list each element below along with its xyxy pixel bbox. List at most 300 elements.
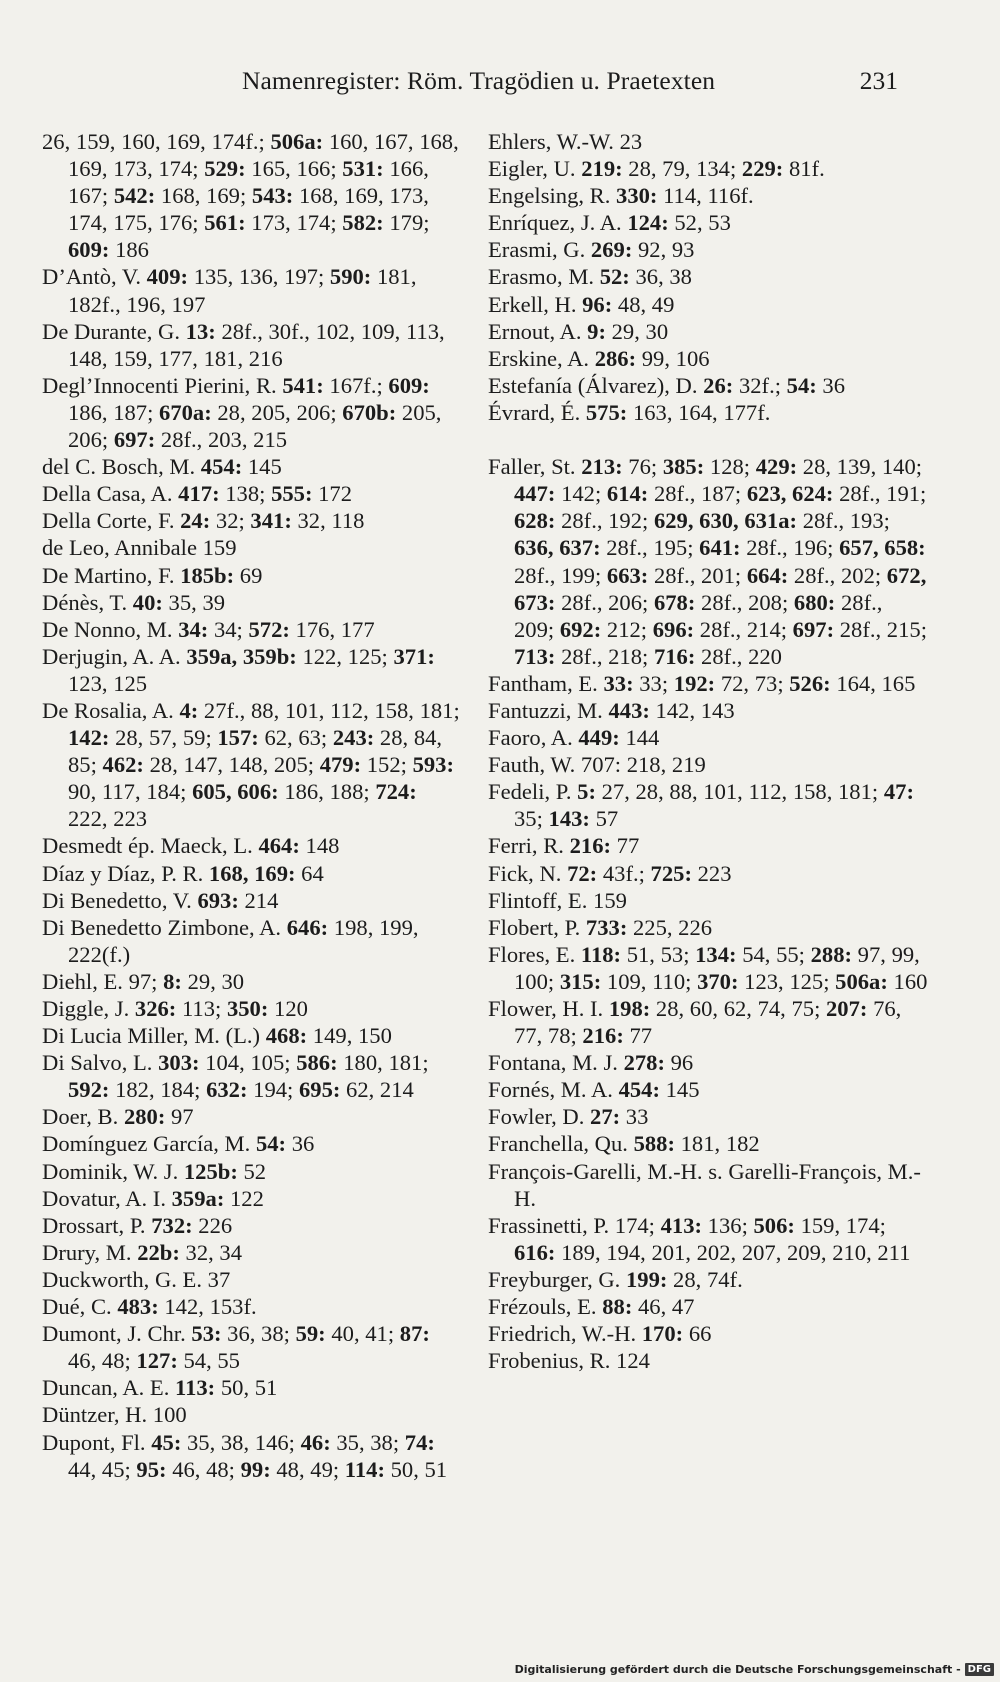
entry-text: 48, 49; [270, 1456, 345, 1482]
entry-text: 182, 184; [109, 1077, 207, 1103]
entry-text: Dovatur, A. I. [42, 1185, 172, 1211]
entry-number-ref: 4: [179, 697, 199, 723]
index-entry [488, 1049, 928, 1076]
entry-text: 28f., 30f., 102, 109, 113, 148, 159, 177, 181, 216 [68, 318, 445, 371]
entry-text: 28f., 215; [834, 616, 927, 642]
index-entry [42, 1158, 460, 1185]
entry-text: del C. Bosch, M. [42, 454, 201, 480]
entry-text: 62, 214 [340, 1077, 414, 1103]
entry-text: Di Benedetto, V. [42, 887, 198, 913]
entry-text: 165, 166; [245, 156, 343, 182]
entry-text: 28f., 193; [797, 508, 890, 534]
entry-text: 36 [816, 372, 846, 398]
entry-text: Dénès, T. [42, 589, 133, 615]
entry-text: 28f., 191; [833, 481, 927, 507]
entry-number-ref: 114: [344, 1456, 385, 1482]
entry-text: De Martino, F. [42, 562, 181, 588]
index-entry [42, 697, 460, 832]
entry-text: 57 [589, 806, 619, 832]
entry-number-ref: 278: [623, 1050, 665, 1076]
entry-number-ref: 359a: [171, 1185, 225, 1211]
dfg-logo-icon: DFG [965, 1663, 994, 1676]
index-entry [488, 1320, 928, 1347]
entry-number-ref: 52: [599, 264, 630, 290]
entry-number-ref: 454: [618, 1077, 660, 1103]
entry-text: Dué, C. [42, 1294, 118, 1320]
index-entry [42, 1239, 460, 1266]
entry-number-ref: 614: [606, 481, 649, 507]
entry-text: 28f., 195; [600, 535, 700, 561]
entry-text: Dumont, J. Chr. [42, 1321, 192, 1347]
entry-text: Della Corte, F. [42, 508, 181, 534]
index-entry [42, 832, 460, 859]
entry-number-ref: 449: [578, 725, 620, 751]
entry-number-ref: 506a: [835, 968, 888, 994]
entry-text: 28f., 218; [555, 643, 654, 669]
entry-number-ref: 168, 169: [208, 860, 296, 886]
entry-number-ref: 99: [240, 1456, 271, 1482]
entry-text: 28f., 199; [514, 562, 607, 588]
entry-text: 28, 139, 140; [797, 454, 923, 480]
entry-number-ref: 716: [653, 643, 696, 669]
entry-number-ref: 47: [883, 779, 914, 805]
entry-text: 181, 182f., 196, 197 [68, 264, 417, 317]
index-entry [42, 1049, 460, 1103]
entry-number-ref: 429: [755, 454, 798, 480]
entry-text: Fontana, M. J. [488, 1050, 624, 1076]
entry-text: Engelsing, R. [488, 183, 617, 209]
entry-text: 166, 167; [68, 156, 429, 209]
index-entry [42, 995, 460, 1022]
entry-number-ref: 34: [178, 616, 209, 642]
entry-text: 168, 169, 173, 174, 175, 176; [68, 183, 429, 236]
index-entry [42, 263, 460, 317]
entry-number-ref: 142: [68, 725, 110, 751]
entry-number-ref: 733: [585, 914, 628, 940]
entry-text: 90, 117, 184; [68, 779, 193, 805]
entry-text: 62, 63; [258, 725, 333, 751]
entry-text: 28, 57, 59; [109, 725, 218, 751]
entry-number-ref: 468: [265, 1023, 308, 1049]
entry-text: Estefanía (Álvarez), D. [488, 372, 704, 398]
entry-text: Fornés, M. A. [488, 1077, 619, 1103]
index-entry [42, 1429, 460, 1483]
entry-text: Dupont, Fl. [42, 1429, 152, 1455]
entry-text: 27f., 88, 101, 112, 158, 181; [198, 697, 460, 723]
entry-number-ref: 157: [217, 725, 259, 751]
entry-text: Eigler, U. [488, 156, 582, 182]
entry-text: 142, 143 [649, 697, 735, 723]
entry-text: 176, 177 [289, 616, 375, 642]
entry-text: 50, 51 [215, 1375, 278, 1401]
index-entry [42, 1103, 460, 1130]
entry-number-ref: 506: [753, 1212, 795, 1238]
index-entry [488, 1293, 928, 1320]
entry-text: 50, 51 [384, 1456, 448, 1482]
entry-text: 28f., 209; [514, 589, 883, 642]
index-entry [488, 182, 928, 209]
entry-text: 32; [210, 508, 251, 534]
entry-text: 96 [664, 1050, 694, 1076]
entry-text: Dominik, W. J. [42, 1158, 184, 1184]
entry-text: 28, 60, 62, 74, 75; [650, 996, 826, 1021]
entry-text: 226 [192, 1212, 233, 1238]
entry-text: Franchella, Qu. [488, 1131, 634, 1157]
entry-number-ref: 672, 673: [514, 562, 927, 615]
index-entry [42, 1320, 460, 1374]
entry-text: 145 [242, 454, 282, 480]
entry-number-ref: 657, 658: [839, 535, 926, 561]
entry-text: 76; [622, 454, 663, 480]
entry-number-ref: 454: [200, 454, 243, 480]
index-entry [42, 480, 460, 507]
entry-text: 97, 99, 100; [514, 941, 920, 994]
entry-text: 36, 38; [221, 1321, 296, 1347]
entry-number-ref: 670b: [342, 399, 397, 425]
entry-text: Erasmo, M. [488, 264, 600, 290]
index-entry [488, 1158, 928, 1212]
entry-text: François-Garelli, M.-H. s. Garelli-François, M.-H. [488, 1158, 921, 1211]
entry-text: 32f.; [733, 372, 787, 398]
index-entry [488, 399, 928, 426]
entry-number-ref: 53: [191, 1321, 222, 1347]
entry-text: 28, 84, 85; [68, 725, 443, 778]
entry-number-ref: 370: [697, 968, 739, 994]
entry-text: Frobenius, R. 124 [488, 1348, 650, 1374]
entry-text: de Leo, Annibale 159 [42, 535, 237, 561]
page-number: 231 [859, 66, 898, 95]
entry-number-ref: 506a: [270, 129, 324, 154]
entry-text: 46, 48; [68, 1348, 137, 1374]
entry-text: 35, 39 [162, 589, 226, 615]
entry-number-ref: 697: [113, 427, 156, 453]
entry-text: Di Benedetto Zimbone, A. [42, 914, 287, 940]
entry-text: 28, 79, 134; [622, 156, 742, 182]
entry-text: 27, 28, 88, 101, 112, 158, 181; [595, 779, 884, 805]
entry-text: Duckworth, G. E. 37 [42, 1266, 231, 1292]
entry-number-ref: 330: [616, 183, 658, 209]
index-entry [42, 914, 460, 968]
entry-text: 35, 38; [330, 1429, 405, 1455]
entry-text: 194; [247, 1077, 299, 1103]
entry-number-ref: 680: [793, 589, 836, 615]
entry-number-ref: 13: [185, 318, 216, 344]
index-entry [488, 1266, 928, 1293]
entry-text: 109, 110; [601, 968, 698, 994]
entry-number-ref: 269: [590, 237, 633, 263]
entry-text: 92, 93 [632, 237, 695, 263]
footer-credit [515, 1663, 994, 1676]
entry-number-ref: 199: [625, 1266, 668, 1292]
entry-number-ref: 118: [580, 941, 622, 967]
entry-text: 28f., 206; [555, 589, 654, 615]
entry-number-ref: 561: [204, 210, 246, 236]
index-entry [42, 562, 460, 589]
entry-text: 167f.; [323, 372, 389, 398]
entry-text: Domínguez García, M. [42, 1131, 256, 1157]
index-entry [488, 860, 928, 887]
entry-text: 149, 150 [307, 1023, 392, 1049]
entry-text: 26, 159, 160, 169, 174f.; [42, 129, 271, 154]
entry-text: 77 [611, 833, 640, 859]
entry-text: De Nonno, M. [42, 616, 179, 642]
index-entry [42, 128, 460, 263]
entry-number-ref: 54: [786, 372, 817, 398]
entry-text: 222, 223 [68, 806, 148, 832]
entry-text: 35, 38, 146; [181, 1429, 301, 1455]
entry-number-ref: 371: [393, 643, 435, 669]
entry-text: Erasmi, G. [488, 237, 591, 263]
entry-text: Diehl, E. 97; [42, 968, 164, 994]
entry-text: Fedeli, P. [488, 779, 578, 805]
entry-number-ref: 462: [102, 752, 144, 778]
entry-text: Fauth, W. 707: 218, 219 [488, 752, 706, 778]
entry-number-ref: 464: [258, 833, 300, 859]
entry-number-ref: 641: [699, 535, 741, 561]
entry-text: 104, 105; [199, 1050, 297, 1076]
entry-text: Di Lucia Miller, M. (L.) [42, 1023, 266, 1049]
index-entry [488, 697, 928, 724]
entry-text: Frézouls, E. [488, 1294, 603, 1320]
entry-text: Derjugin, A. A. [42, 643, 187, 669]
index-entry [42, 534, 460, 561]
entry-number-ref: 288: [810, 941, 853, 967]
entry-text: Fick, N. [488, 860, 568, 886]
entry-number-ref: 483: [117, 1294, 159, 1320]
entry-text: 225, 226 [627, 914, 713, 940]
entry-number-ref: 417: [178, 481, 220, 507]
index-entry [42, 372, 460, 453]
entry-number-ref: 280: [123, 1104, 166, 1130]
entry-number-ref: 724: [375, 779, 417, 805]
entry-number-ref: 229: [741, 156, 784, 182]
entry-number-ref: 413: [660, 1212, 703, 1238]
index-entry [42, 1212, 460, 1239]
entry-text: D’Antò, V. [42, 264, 147, 290]
entry-number-ref: 695: [298, 1077, 341, 1103]
entry-text: 223 [691, 860, 732, 886]
index-entry [42, 1401, 460, 1428]
entry-number-ref: 95: [136, 1456, 167, 1482]
index-letter-gap [488, 426, 928, 453]
entry-text: 28, 205, 206; [211, 399, 343, 425]
entry-text: 136; [702, 1212, 754, 1238]
index-entry [488, 995, 928, 1049]
entry-text: 28f., 192; [555, 508, 654, 534]
entry-text: 54, 55; [736, 941, 811, 967]
entry-text: 28f., 196; [740, 535, 840, 561]
entry-number-ref: 529: [204, 156, 246, 182]
index-entry [488, 291, 928, 318]
entry-text: 142; [555, 481, 607, 507]
entry-text: Fantham, E. [488, 670, 604, 696]
entry-text: 51, 53; [621, 941, 696, 967]
index-entry [488, 751, 928, 778]
entry-number-ref: 87: [399, 1321, 430, 1347]
entry-number-ref: 216: [582, 1023, 624, 1049]
entry-text: 29, 30 [605, 318, 669, 344]
entry-number-ref: 127: [136, 1348, 178, 1374]
entry-number-ref: 582: [342, 210, 384, 236]
entry-text: Della Casa, A. [42, 481, 179, 507]
index-entry [42, 1374, 460, 1401]
entry-number-ref: 350: [226, 996, 269, 1021]
index-entry [42, 1293, 460, 1320]
entry-text: 123, 125; [738, 968, 836, 994]
entry-text: Évrard, É. [488, 399, 586, 425]
entry-text: 32, 118 [291, 508, 365, 534]
entry-text: 43f.; [597, 860, 651, 886]
index-entry [488, 236, 928, 263]
entry-number-ref: 555: [271, 481, 313, 507]
entry-text: 52, 53 [668, 210, 731, 236]
entry-text: Desmedt ép. Maeck, L. [42, 833, 259, 859]
entry-text: 189, 194, 201, 202, 207, 209, 210, 211 [555, 1239, 911, 1265]
entry-text: 66 [683, 1321, 712, 1347]
entry-number-ref: 543: [251, 183, 294, 209]
index-entry [488, 724, 928, 751]
entry-text: 214 [238, 887, 279, 913]
entry-text: Enríquez, J. A. [488, 210, 628, 236]
entry-text: 28f., 187; [648, 481, 747, 507]
entry-number-ref: 216: [569, 833, 612, 859]
entry-text: Doer, B. [42, 1104, 124, 1130]
index-entry [488, 1212, 928, 1266]
entry-number-ref: 46: [300, 1429, 331, 1455]
entry-number-ref: 8: [163, 968, 182, 994]
entry-number-ref: 629, 630, 631a: [653, 508, 798, 534]
entry-number-ref: 623, 624: [746, 481, 834, 507]
entry-text: 72, 73; [715, 670, 790, 696]
entry-number-ref: 616: [514, 1239, 556, 1265]
entry-number-ref: 125b: [183, 1158, 238, 1184]
entry-number-ref: 586: [296, 1050, 338, 1076]
entry-number-ref: 192: [673, 670, 716, 696]
entry-text: 36 [286, 1131, 315, 1157]
entry-number-ref: 24: [180, 508, 211, 534]
entry-number-ref: 479: [319, 752, 362, 778]
index-entry [488, 263, 928, 290]
entry-text: 28f., 203, 215 [155, 427, 288, 453]
footer-text: Digitalisierung gefördert durch die Deutsche Forschungsgemeinschaft - [514, 1663, 961, 1676]
entry-text: 186, 188; [278, 779, 376, 805]
entry-number-ref: 678: [653, 589, 696, 615]
entry-text: 128; [704, 454, 756, 480]
entry-number-ref: 670a: [159, 399, 212, 425]
entry-text: 28f., 202; [788, 562, 887, 588]
index-entry [42, 643, 460, 697]
entry-text: 28, 147, 148, 205; [143, 752, 320, 778]
entry-number-ref: 26: [703, 372, 734, 398]
entry-text: 28, 74f. [667, 1266, 743, 1292]
entry-text: 186 [109, 237, 149, 263]
entry-text: 148 [299, 833, 340, 859]
entry-text: Ernout, A. [488, 318, 588, 344]
entry-text: 46, 47 [632, 1294, 695, 1320]
entry-number-ref: 447: [514, 481, 556, 507]
entry-text: 28f., 220 [695, 643, 782, 669]
running-header-title: Namenregister: Röm. Tragödien u. Praetexten [242, 66, 716, 95]
entry-text: 81f. [783, 156, 825, 182]
entry-text: Frassinetti, P. 174; [488, 1212, 661, 1238]
entry-text: 32, 34 [179, 1239, 243, 1265]
entry-number-ref: 692: [559, 616, 602, 642]
entry-text: 54, 55 [177, 1348, 240, 1374]
entry-number-ref: 243: [332, 725, 375, 751]
entry-text: 181, 182 [674, 1131, 760, 1157]
entry-number-ref: 590: [329, 264, 372, 290]
entry-number-ref: 632: [206, 1077, 248, 1103]
entry-text: 198, 199, 222(f.) [68, 914, 419, 967]
entry-text: Fowler, D. [488, 1104, 591, 1130]
entry-number-ref: 315: [559, 968, 602, 994]
index-column-left [42, 128, 460, 1483]
index-entry [488, 914, 928, 941]
entry-text: Ehlers, W.-W. 23 [488, 129, 643, 154]
index-entry [42, 616, 460, 643]
entry-text: Düntzer, H. 100 [42, 1402, 187, 1428]
entry-number-ref: 326: [134, 996, 177, 1021]
entry-text: 179; [383, 210, 430, 236]
entry-number-ref: 113: [175, 1375, 216, 1401]
index-column-right [488, 128, 928, 1374]
index-entry [42, 968, 460, 995]
index-entry [42, 318, 460, 372]
entry-text: Diggle, J. [42, 996, 135, 1021]
entry-text: 36, 38 [629, 264, 692, 290]
entry-number-ref: 134: [695, 941, 737, 967]
entry-number-ref: 170: [641, 1321, 684, 1347]
entry-number-ref: 409: [146, 264, 189, 290]
entry-number-ref: 22b: [137, 1239, 180, 1265]
entry-text: Ferri, R. [488, 833, 570, 859]
entry-text: Erskine, A. [488, 345, 595, 371]
entry-number-ref: 33: [603, 670, 634, 696]
entry-text: 135, 136, 197; [188, 264, 330, 290]
entry-text: 113; [176, 996, 227, 1021]
entry-number-ref: 541: [282, 372, 324, 398]
index-entry [488, 1076, 928, 1103]
entry-number-ref: 207: [826, 996, 868, 1021]
index-entry [42, 1266, 460, 1293]
entry-number-ref: 59: [295, 1321, 326, 1347]
entry-number-ref: 628: [514, 508, 556, 534]
entry-text: De Rosalia, A. [42, 697, 180, 723]
entry-number-ref: 303: [158, 1050, 200, 1076]
entry-text: 160, 167, 168, 169, 173, 174; [68, 129, 459, 182]
index-entry [42, 887, 460, 914]
entry-text: 99, 106 [636, 345, 710, 371]
entry-number-ref: 213: [581, 454, 623, 480]
entry-number-ref: 531: [342, 156, 384, 182]
entry-text: 168, 169; [155, 183, 252, 209]
entry-text: 77 [623, 1023, 653, 1049]
entry-text: 52 [237, 1158, 267, 1184]
entry-text: Duncan, A. E. [42, 1375, 176, 1401]
entry-text: 114, 116f. [657, 183, 754, 209]
entry-number-ref: 592: [68, 1077, 110, 1103]
entry-number-ref: 572: [248, 616, 290, 642]
entry-text: 163, 164, 177f. [627, 399, 771, 425]
entry-text: 145 [659, 1077, 700, 1103]
entry-text: 28f., 201; [648, 562, 747, 588]
index-entry [488, 155, 928, 182]
entry-text: 33; [633, 670, 674, 696]
entry-number-ref: 74: [404, 1429, 435, 1455]
entry-number-ref: 609: [68, 237, 110, 263]
index-entry [488, 778, 928, 832]
entry-number-ref: 341: [250, 508, 292, 534]
